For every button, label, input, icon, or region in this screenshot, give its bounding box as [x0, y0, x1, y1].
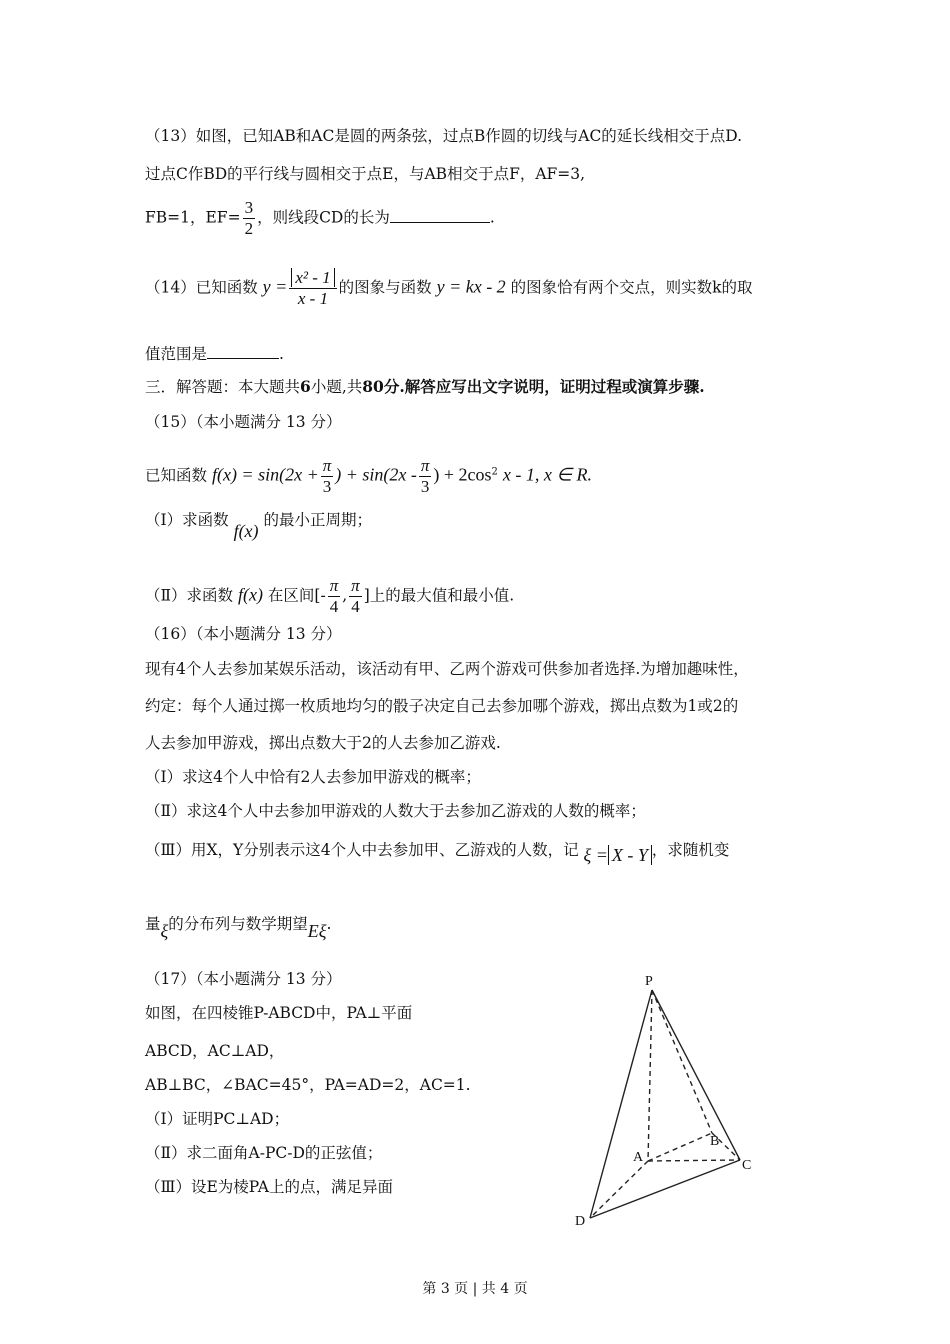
edge-PD: [590, 990, 652, 1218]
section3-header: [145, 376, 705, 398]
q13-ef-fraction: [243, 198, 256, 239]
q15-p1-end: 的最小正周期；: [263, 511, 372, 529]
q15-formula-a: f(x) = sin(2x +: [211, 464, 319, 485]
q15-pi4-b-den: 4: [351, 597, 360, 616]
q16-xi-formula: ξ =: [583, 845, 608, 865]
q16-xi: ξ: [160, 921, 169, 941]
q13-line3: [145, 198, 495, 239]
q16-line1: 现有4个人去参加某娱乐活动，该活动有甲、乙两个游戏可供参加者选择.为增加趣味性，: [145, 660, 749, 678]
q15-frac-pi4-b: [349, 576, 362, 617]
q16-part3-cont: [145, 912, 332, 941]
label-C: C: [742, 1158, 752, 1173]
q16-p3-d: 的分布列与数学期望: [168, 915, 308, 933]
q14-suffix: 的图象恰有两个交点，则实数k的取: [510, 278, 753, 297]
q13-line3-end: .: [489, 208, 495, 227]
q15-p2-mid: 在区间[-: [267, 586, 326, 605]
q15-pi4-a-den: 4: [329, 597, 339, 616]
q17-line1: 如图，在四棱锥P-ABCD中，PA⊥平面: [145, 1004, 413, 1022]
q14-func2: y = kx - 2: [436, 276, 506, 297]
q15-pi-a: π: [322, 456, 332, 475]
section3-prefix: 三．解答题：本大题共: [145, 378, 301, 396]
page-footer: 第 3 页 | 共 4 页: [422, 1281, 528, 1297]
q17-part1: （Ⅰ）证明PC⊥AD；: [145, 1110, 290, 1128]
q13-answer-blank: [390, 208, 490, 223]
q15-square: 2: [491, 466, 498, 478]
q16-p3-c: 量: [145, 915, 161, 933]
q15-formula-line: [145, 456, 592, 497]
q13-line2: 过点C作BD的平行线与圆相交于点E，与AB相交于点F，AF=3,: [145, 165, 586, 183]
q15-intro: 已知函数: [145, 466, 208, 485]
edge-AC: [648, 1160, 740, 1161]
edge-PB: [652, 990, 712, 1133]
pyramid-figure: [560, 965, 770, 1235]
q16-header: （16）（本小题满分 13 分）: [145, 625, 342, 643]
q15-pi4-b-num: π: [351, 576, 360, 595]
q16-part3: [145, 838, 730, 865]
q15-part2: [145, 576, 514, 617]
q14-line2-text: 值范围是: [145, 345, 208, 363]
q15-frac-pi4-a: [328, 576, 341, 617]
q15-p2-end: ]上的最大值和最小值.: [363, 586, 515, 605]
section3-mid2: 分.: [383, 377, 405, 396]
q13-line3-b: ，则线段CD的长为: [257, 208, 390, 227]
label-B: B: [710, 1134, 720, 1149]
q16-exi: Eξ: [307, 921, 327, 941]
q13-line3-a: FB=1，EF=: [145, 208, 241, 227]
q15-formula-c: ) + 2cos: [433, 464, 492, 485]
q16-line2: 约定：每个人通过掷一枚质地均匀的骰子决定自己去参加哪个游戏，掷出点数为1或2的: [145, 697, 739, 715]
q17-header: （17）（本小题满分 13 分）: [145, 970, 342, 988]
q17-part2: （Ⅱ）求二面角A-PC-D的正弦值；: [145, 1144, 383, 1162]
q17-part3: （Ⅲ）设E为棱PA上的点，满足异面: [145, 1178, 393, 1196]
q14-func1-lhs: y =: [262, 276, 288, 297]
section3-n1: 6: [300, 377, 311, 396]
q16-xi-abs: X - Y: [608, 845, 652, 865]
section3-n2: 80: [362, 377, 384, 396]
q14-middle: 的图象与函数: [338, 278, 432, 297]
q15-pi-b: π: [420, 456, 430, 475]
q14-line2-end: .: [279, 345, 284, 363]
q15-pi4-a-num: π: [329, 576, 339, 595]
q16-part2: （Ⅱ）求这4个人中去参加甲游戏的人数大于去参加乙游戏的人数的概率；: [145, 802, 646, 820]
q16-part1: （Ⅰ）求这4个人中恰有2人去参加甲游戏的概率；: [145, 768, 481, 786]
edge-AB: [648, 1133, 712, 1161]
q15-frac-pi3-b: [419, 456, 432, 497]
q14-line2: [145, 343, 284, 365]
q15-three-b: 3: [420, 477, 430, 496]
q14-abs-numerator: x² - 1: [291, 268, 334, 287]
q15-p2-text: （Ⅱ）求函数: [145, 586, 234, 605]
q13-frac-num: 3: [244, 198, 254, 217]
q14-prefix: （14）已知函数: [145, 278, 258, 297]
q15-p1-text: （Ⅰ）求函数: [145, 511, 229, 529]
q15-p1-fx: f(x): [233, 521, 259, 541]
q14-func1-fraction: [289, 268, 336, 309]
q15-formula-b: ) + sin(2x -: [335, 464, 417, 485]
edge-PC: [652, 990, 740, 1160]
label-D: D: [575, 1214, 586, 1229]
edge-DC: [590, 1160, 740, 1218]
label-A: A: [633, 1150, 644, 1165]
edge-PA: [648, 990, 652, 1161]
q16-p3-b: ，求随机变: [651, 841, 730, 859]
q14-func1-den: x - 1: [297, 289, 329, 308]
q15-part1: [145, 508, 372, 541]
q15-formula-d: x - 1, x ∈ R.: [502, 464, 593, 485]
q15-p2-fx: f(x): [237, 584, 263, 605]
q13-frac-den: 2: [244, 219, 254, 238]
edge-AD: [590, 1161, 648, 1218]
section3-suffix: 解答应写出文字说明，证明过程或演算步骤.: [404, 377, 705, 396]
q15-frac-pi3-a: [321, 456, 334, 497]
section3-mid1: 小题,共: [310, 378, 363, 396]
q16-p3-a: （Ⅲ）用X，Y分别表示这4个人中去参加甲、乙游戏的人数，记: [145, 841, 579, 859]
q16-line3: 人去参加甲游戏，掷出点数大于2的人去参加乙游戏.: [145, 734, 501, 752]
q16-dot: .: [326, 915, 332, 933]
q17-line2: ABCD，AC⊥AD，: [145, 1042, 285, 1060]
q15-three-a: 3: [322, 477, 332, 496]
q17-line3: AB⊥BC，∠BAC=45°，PA=AD=2，AC=1.: [145, 1076, 471, 1094]
q15-comma: ,: [342, 586, 348, 605]
q13-line1: （13）如图，已知AB和AC是圆的两条弦，过点B作圆的切线与AC的延长线相交于点D.: [145, 127, 743, 145]
q15-header: （15）（本小题满分 13 分）: [145, 413, 342, 431]
q14-answer-blank: [207, 344, 279, 359]
label-P: P: [645, 974, 653, 989]
q14-func1-num: [289, 268, 336, 289]
q14-line1: [145, 268, 753, 309]
